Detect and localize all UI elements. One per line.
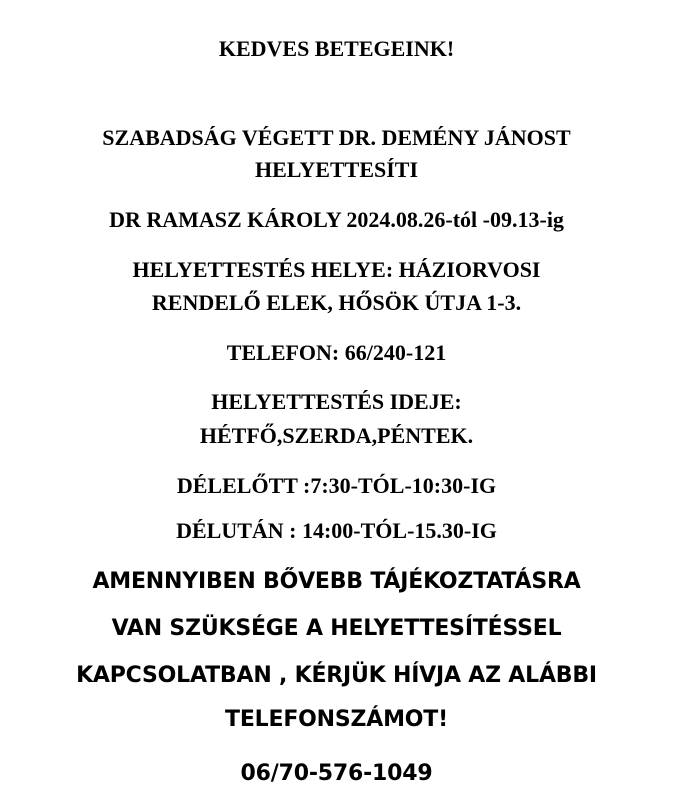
info-line-1: AMENNYIBEN BŐVEBB TÁJÉKOZTATÁSRA	[92, 569, 581, 594]
substitute-doctor-line: DR RAMASZ KÁROLY 2024.08.26-tól -09.13-ig	[109, 207, 564, 232]
location-line-2: RENDELŐ ELEK, HŐSÖK ÚTJA 1-3.	[151, 290, 522, 315]
info-line-2: VAN SZÜKSÉGE A HELYETTESÍTÉSSEL	[111, 616, 562, 641]
info-line-3: KAPCSOLATBAN , KÉRJÜK HÍVJA AZ ALÁBBI	[76, 663, 597, 688]
greeting-heading: KEDVES BETEGEINK!	[218, 36, 455, 61]
location-line-1: HELYETTESTÉS HELYE: HÁZIORVOSI	[132, 257, 541, 282]
info-line-4: TELEFONSZÁMOT!	[225, 707, 448, 732]
info-phone-number: 06/70-576-1049	[240, 761, 433, 786]
vacation-line-2: HELYETTESÍTI	[254, 157, 419, 182]
phone-line: TELEFON: 66/240-121	[226, 340, 447, 365]
morning-hours-line: DÉLELŐTT :7:30-TÓL-10:30-IG	[176, 473, 497, 498]
vacation-line-1: SZABADSÁG VÉGETT DR. DEMÉNY JÁNOST	[102, 125, 571, 150]
days-line: HÉTFŐ,SZERDA,PÉNTEK.	[199, 423, 474, 448]
afternoon-hours-line: DÉLUTÁN : 14:00-TÓL-15.30-IG	[176, 518, 497, 543]
time-label-line: HELYETTESTÉS IDEJE:	[211, 389, 462, 414]
